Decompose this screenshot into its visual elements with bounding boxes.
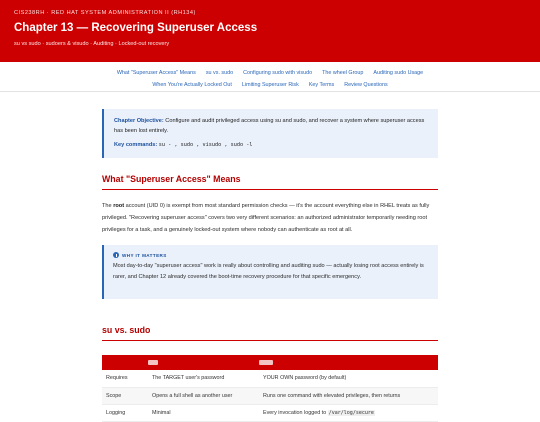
header-su-pill bbox=[148, 360, 158, 365]
table-row bbox=[102, 387, 438, 404]
su-cell: Minimal bbox=[148, 404, 259, 421]
log-path-code: /var/log/secure bbox=[328, 409, 374, 416]
toc-link-key-terms[interactable]: Key Terms bbox=[308, 82, 335, 88]
main-content bbox=[102, 100, 438, 422]
objective-body: Configure and audit privileged access using su and sudo, and recover a system where superuser access has been lost entirely. bbox=[114, 118, 425, 134]
toc-link-review-questions[interactable]: Review Questions bbox=[344, 82, 388, 88]
row-label: Requires bbox=[102, 370, 148, 387]
page-header bbox=[0, 0, 540, 62]
why-it-matters-header bbox=[113, 252, 429, 258]
toc-link-configuring-sudo[interactable]: Configuring sudo with visudo bbox=[243, 70, 313, 76]
key-commands-label: Key commands: bbox=[114, 142, 158, 148]
table-header-sudo bbox=[259, 355, 438, 370]
info-icon bbox=[113, 252, 119, 258]
toc-link-wheel-group[interactable]: The wheel Group bbox=[322, 70, 364, 76]
course-label: CIS238RH · RED HAT SYSTEM ADMINISTRATION II (RH134) bbox=[14, 10, 196, 16]
table-row bbox=[102, 370, 438, 387]
page-title: Chapter 13 — Recovering Superuser Access bbox=[14, 22, 258, 34]
section-paragraph bbox=[102, 200, 438, 236]
section-heading-su-vs-sudo: su vs. sudo bbox=[102, 325, 438, 341]
paragraph-text-rest: account (UID 0) is exempt from most standard permission checks — it's the account everything else in RHEL treats as fully privileged. "Recovering superuser access" covers two very different scenarios: an authorized administrator temporarily needing root privileges for a task, and a genuinely locked-out system where nobody can authenticate as root at all. bbox=[102, 203, 430, 233]
row-label: Scope bbox=[102, 387, 148, 404]
table-header-empty bbox=[102, 355, 148, 370]
su-cell: The TARGET user's password bbox=[148, 370, 259, 387]
root-term: root bbox=[113, 203, 125, 209]
sudo-cell-text: Every invocation logged to bbox=[263, 409, 328, 416]
sudo-cell bbox=[259, 404, 438, 421]
toc-link-what-superuser-means[interactable]: What "Superuser Access" Means bbox=[116, 70, 196, 76]
toc-link-auditing-sudo[interactable]: Auditing sudo Usage bbox=[373, 70, 424, 76]
key-commands-list: su - , sudo , visudo , sudo -l bbox=[158, 142, 253, 148]
su-cell: Opens a full shell as another user bbox=[148, 387, 259, 404]
toc-link-limiting-risk[interactable]: Limiting Superuser Risk bbox=[241, 82, 299, 88]
table-header-row bbox=[102, 355, 438, 370]
chapter-objective-callout bbox=[102, 109, 438, 158]
table-row bbox=[102, 404, 438, 421]
objective-label: Chapter Objective: bbox=[114, 118, 164, 124]
why-it-matters-text: Most day-to-day "superuser access" work is really about controlling and auditing sudo — actually losing root access entirely is rarer, and Chapter 12 already covered the boot-time recovery procedure for that specific emergency. bbox=[113, 263, 424, 280]
page-subtitle: su vs sudo · sudoers & visudo · Auditing · Locked-out recovery bbox=[14, 41, 170, 47]
why-it-matters-title: WHY IT MATTERS bbox=[122, 252, 167, 258]
toc-row-1 bbox=[0, 67, 540, 79]
table-header-su bbox=[148, 355, 259, 370]
toc-link-locked-out[interactable]: When You're Actually Locked Out bbox=[152, 82, 232, 88]
objective-text bbox=[114, 116, 429, 136]
toc-row-2 bbox=[0, 79, 540, 91]
row-label: Logging bbox=[102, 404, 148, 421]
key-commands bbox=[114, 140, 429, 150]
su-vs-sudo-table bbox=[102, 355, 438, 422]
toc-link-su-vs-sudo[interactable]: su vs. sudo bbox=[205, 70, 234, 76]
why-it-matters-callout bbox=[102, 245, 438, 299]
sudo-cell: YOUR OWN password (by default) bbox=[259, 370, 438, 387]
table-of-contents bbox=[0, 62, 540, 92]
paragraph-text-start: The bbox=[102, 203, 114, 209]
header-sudo-pill bbox=[259, 360, 273, 365]
sudo-cell: Runs one command with elevated privileges, then returns bbox=[259, 387, 438, 404]
section-heading-superuser-access: What "Superuser Access" Means bbox=[102, 174, 438, 190]
